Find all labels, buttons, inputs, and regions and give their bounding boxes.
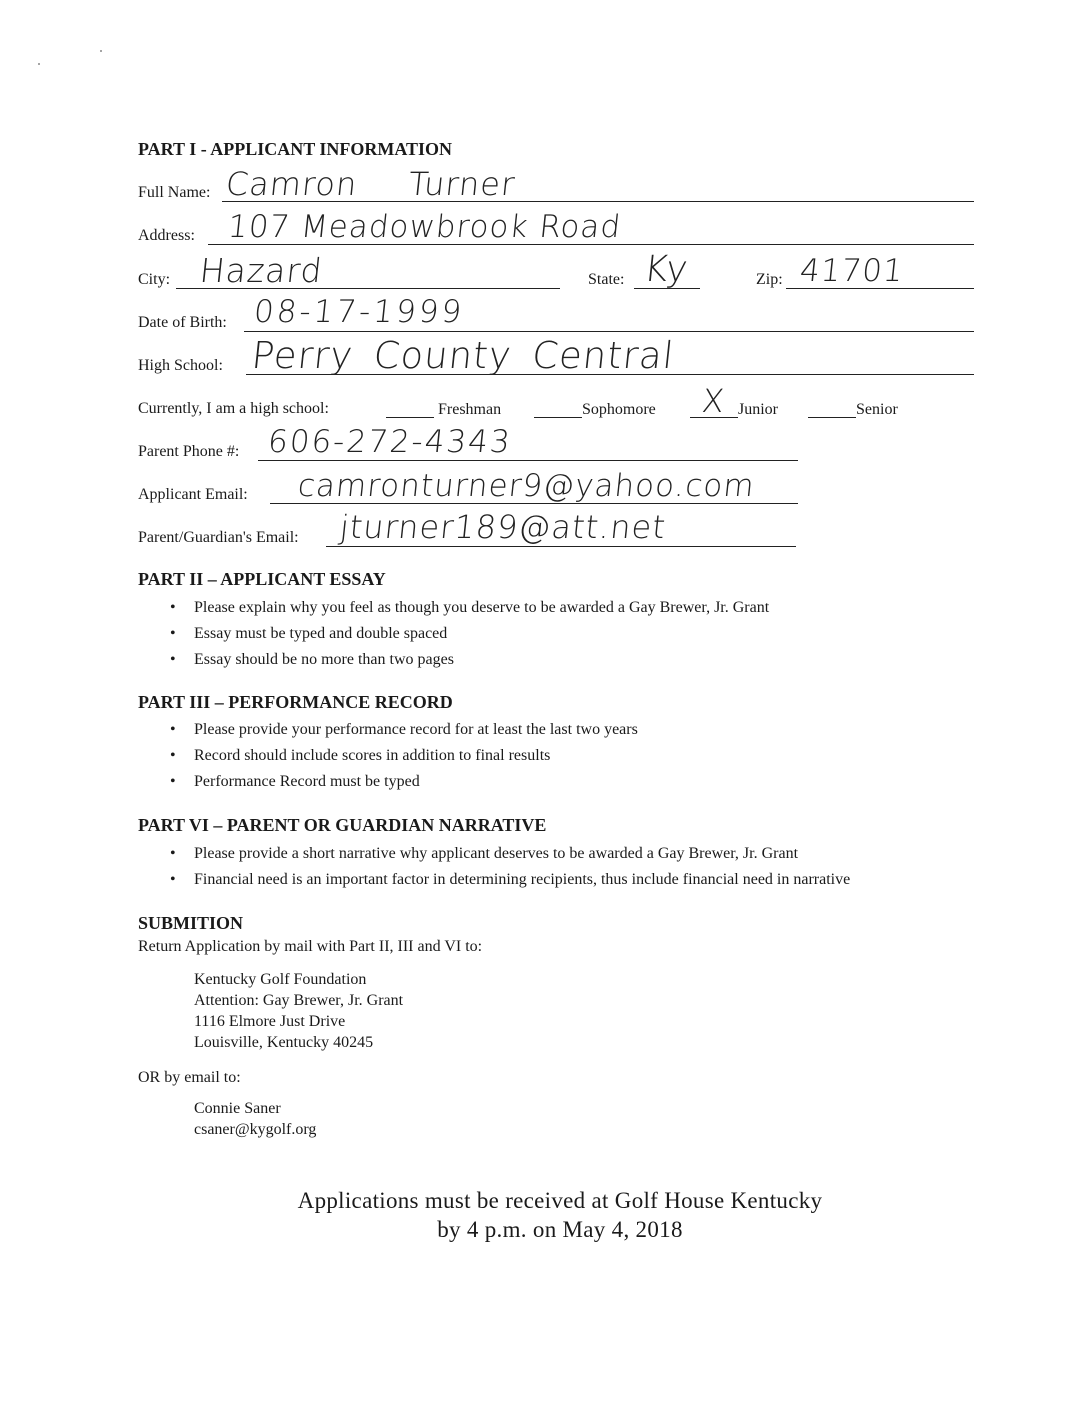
high-school-field[interactable]: Perry County Central [249,334,677,377]
address-label: Address: [138,227,195,244]
list-item: • Record should include scores in addition to final results [168,743,638,769]
deadline-line-1: Applications must be received at Golf House Kentucky [297,1188,823,1213]
address-field[interactable]: 107 Meadowbrook Road [226,209,624,245]
list-item: • Please provide a short narrative why applicant deserves to be awarded a Gay Brewer, Jr. Grant [168,841,850,867]
address-line: Attention: Gay Brewer, Jr. Grant [194,992,404,1009]
city-field[interactable]: Hazard [197,251,325,290]
contact-name: Connie Saner [194,1100,281,1117]
part2-heading: PART II – APPLICANT ESSAY [138,569,386,589]
list-item: • Essay must be typed and double spaced [168,621,769,647]
list-item: • Please explain why you feel as though you deserve to be awarded a Gay Brewer, Jr. Grant [168,595,769,621]
grade-label: Currently, I am a high school: [138,400,329,417]
deadline-line-2: by 4 p.m. on May 4, 2018 [437,1217,683,1242]
city-label: City: [138,271,171,288]
list-item: • Performance Record must be typed [168,769,638,795]
part6-bullet-list [168,841,850,893]
mail-address-block [194,969,403,1053]
address-line: Kentucky Golf Foundation [194,971,367,988]
senior-option: Senior [856,401,898,418]
address-line: 1116 Elmore Just Drive [194,1013,346,1030]
guardian-email-field[interactable]: jturner189@att.net [338,508,668,546]
dob-line [244,331,974,332]
applicant-email-label: Applicant Email: [138,486,248,503]
freshman-option: Freshman [438,401,502,418]
submission-instructions: Return Application by mail with Part II, III and VI to: [138,938,483,955]
sophomore-option: Sophomore [582,401,656,418]
junior-option: Junior [738,401,778,418]
zip-field[interactable]: 41701 [798,253,906,289]
email-contact-block [194,1098,316,1140]
guardian-email-label: Parent/Guardian's Email: [138,529,299,546]
scan-speck [100,50,102,52]
parent-phone-line [258,460,798,461]
contact-email: csaner@kygolf.org [194,1121,317,1138]
full-name-label: Full Name: [138,184,211,201]
part3-bullet-list [168,717,638,795]
parent-phone-label: Parent Phone #: [138,443,240,460]
state-field[interactable]: Ky [641,249,691,290]
dob-field[interactable]: 08-17-1999 [252,294,467,330]
submission-heading: SUBMITION [138,913,244,933]
part3-heading: PART III – PERFORMANCE RECORD [138,692,453,712]
zip-label: Zip: [756,271,783,288]
dob-label: Date of Birth: [138,314,227,331]
sophomore-blank[interactable] [534,417,582,418]
list-item: • Essay should be no more than two pages [168,647,769,673]
guardian-email-line [326,546,796,547]
list-item: • Please provide your performance record for at least the last two years [168,717,638,743]
part1-heading: PART I - APPLICANT INFORMATION [138,139,453,159]
high-school-label: High School: [138,357,223,374]
scan-speck [38,63,40,65]
part2-bullet-list [168,595,769,673]
junior-check-mark: X [700,382,727,420]
full-name-field[interactable]: Camron Turner [224,165,518,203]
applicant-email-field[interactable]: camronturner9@yahoo.com [296,468,757,504]
parent-phone-field[interactable]: 606-272-4343 [266,424,514,460]
email-intro: OR by email to: [138,1069,241,1086]
state-label: State: [588,271,625,288]
list-item: • Financial need is an important factor in determining recipients, thus include financial need in narrative [168,867,850,893]
senior-blank[interactable] [808,417,856,418]
freshman-blank[interactable] [386,417,434,418]
address-line: Louisville, Kentucky 40245 [194,1034,374,1051]
part6-heading: PART VI – PARENT OR GUARDIAN NARRATIVE [138,815,547,835]
